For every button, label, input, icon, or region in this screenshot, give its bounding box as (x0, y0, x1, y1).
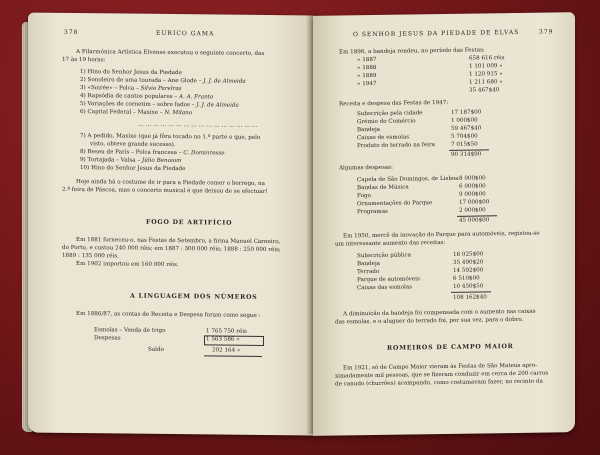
program-item: 1) Hino do Senhor Jesus da Piedade (80, 69, 182, 77)
bandeja-intro: Em 1896, a bandeja rendeu, no período das Festas: (339, 47, 485, 56)
pilgrims-paragraph-2: ximadamente mil pessoas, que se fizeram conduzir em cerca de 200 carros (335, 370, 549, 380)
receipt-label: Caixas de esmolas (357, 134, 410, 142)
expenses-intro: Algumas despesas: (339, 164, 393, 172)
account-label: Despesas (94, 335, 121, 342)
bandeja-year: » 1947 (357, 80, 377, 88)
receipts-1950-total: 108 162$40 (453, 294, 487, 301)
account-label: Esmolas – Venda de trigo (94, 327, 166, 334)
receipt-1950-label: Subscrição pública (357, 252, 411, 260)
receipt-1950-label: Caixas das esmolas (357, 284, 412, 292)
pilgrims-paragraph-3: de canudo (churrões) acampando, como costumavam fazer, no recinto da (335, 378, 543, 388)
receipt-1950-value: 14 592$00 (453, 267, 484, 274)
receipt-1950-value: 6 510$00 (453, 275, 480, 282)
note-seven: 7) A pedido, Maxixe (que já fôra tocado no 1.º parte e que, pelo (80, 133, 261, 141)
balance-rule (204, 355, 262, 357)
numbers-intro: Em 1886/87, as contas de Receita e Despesa foram como segue : (76, 311, 261, 319)
expense-value: 6 000$00 (459, 183, 486, 190)
balance-value: 202 164 » (212, 347, 241, 354)
receipt-1950-label: Terrado (357, 268, 380, 276)
receipt-1950-value: 18 025$00 (453, 251, 484, 258)
expense-value: 2 000$00 (459, 207, 486, 214)
bandeja-year: » 1889 (357, 72, 377, 80)
program-dots: ………………………………………… (138, 121, 260, 129)
custom-paragraph-2: 2.ª feira de Páscoa, mas o concerto musical é que deixou de se efectuar! (62, 186, 268, 196)
bandeja-value: 1 101 009 » (469, 63, 503, 70)
page-number: 379 (539, 28, 554, 36)
left-page (28, 13, 313, 436)
decline-paragraph-2: das esmolas, e o aluguer do terrado foi, por sua vez, para o dobro. (335, 316, 524, 326)
receipt-label: Bandeja (357, 126, 381, 134)
running-head: O SENHOR JESUS DA PIEDADE DE ELVAS (353, 28, 520, 39)
program-item: 6) Capital Federal – Maxixe – N. Milano (80, 109, 193, 117)
fireworks-paragraph-4: Em 1902 importou em 160 000 réis. (76, 261, 179, 269)
concert-intro: A Filarmónica Artística Elvense executou o seguinte concerto, das (76, 49, 265, 57)
receipt-1950-label: Parque de automóveis (357, 276, 420, 284)
account-box (204, 335, 264, 346)
receipt-label: Grémio do Comércio (357, 118, 416, 126)
expense-label: Programas (357, 208, 388, 216)
program-item: 10) Hino do Senhor Jesus da Piedade (80, 165, 186, 173)
right-page (313, 12, 575, 436)
receipts-total: 90 314$90 (451, 151, 482, 158)
bandeja-value: 1 211 680 » (469, 79, 503, 86)
section-heading-fireworks: FOGO DE ARTIFÍCIO (146, 218, 233, 227)
program-item: 2) Sonoleiro de uma tourada – Ane Glode – J. J. de Almeida (80, 77, 246, 85)
receipt-value: 1 000$00 (451, 117, 478, 124)
receipt-1950-value: 10 450$50 (453, 283, 484, 290)
program-item: 9) Tortajada – Valsa – Júlio Benoiom (80, 157, 182, 165)
fireworks-paragraph: Em 1881 forneceu-o, nas Festas de Setembro, a firma Manuel Carneiro, (76, 237, 281, 246)
program-item: 4) Rapsódia de cantos populares – A. A. Franto (80, 93, 214, 101)
expense-label: Ornamentações do Parque (357, 200, 433, 208)
account-value: 1 563 586 » (206, 336, 240, 343)
bandeja-total: 35 467$40 (469, 87, 500, 94)
page-number: 378 (64, 28, 79, 37)
paragraph-1950-2: um interessante aumento das receitas: (335, 239, 446, 248)
bandeja-value: 1 120 915 » (469, 71, 503, 78)
custom-paragraph: Hoje ainda há o costume de ir para a Piedade comer o borrego, na (76, 179, 265, 187)
program-item: 5) Variações de cornetim – sobre fados – J. J. de Almeida (80, 101, 239, 109)
expense-value: 8 000$00 (459, 175, 486, 182)
receipt-value: 7 015$50 (451, 141, 478, 148)
receipt-value: 5 704$00 (451, 133, 478, 140)
program-item: 8) Beseu de Paris – Polca francesa – C. Dominresse (80, 149, 225, 157)
concert-intro-2: 17 às 19 horas: (62, 56, 106, 64)
account-value: 1 765 750 réis (206, 328, 247, 335)
expense-label: Capela de São Domingos, de Lisboa (357, 175, 459, 184)
section-heading-numbers: A LINGUAGEM DOS NÚMEROS (130, 292, 258, 301)
program-item: 3) «Soirée» – Polca – Silvio Parelras (80, 85, 182, 93)
receipts-intro: Receita e despesa das Festas de 1947: (339, 99, 449, 108)
balance-label: Saldo (148, 346, 164, 353)
receipts-1950-rule (451, 291, 491, 293)
pilgrims-paragraph: Em 1921, só de Campo Maior vieram às Festas de São Mateus apro- (343, 362, 537, 372)
expense-label: Bandas de Música (357, 184, 409, 192)
receipt-1950-value: 35 490$20 (453, 259, 484, 266)
expense-value: 17 000$00 (459, 199, 490, 206)
bandeja-value: 658 616 réis (469, 55, 505, 62)
receipt-label: Subscrição pela cidade (357, 110, 423, 118)
note-seven-cont: visto, obteve grande sucesso). (90, 141, 176, 149)
receipt-1950-label: Bandeja (357, 260, 381, 268)
running-head: EURICO GAMA (156, 29, 215, 38)
receipt-value: 17 187$00 (451, 109, 482, 116)
bandeja-year: » 1887 (357, 56, 377, 64)
expenses-total: 45 000$00 (459, 217, 490, 224)
decline-paragraph: A diminuição da bandeja foi compensada com o aumento nas caixas (343, 308, 536, 318)
fireworks-paragraph-2: do Porto, e custou 240 000 réis; em 1887 : 300 000 réis; 1888 : 250 000 réis; (62, 244, 281, 254)
paragraph-1950: Em 1950, mercê da inovação do Parque para automóveis, registou-se (343, 230, 540, 240)
receipt-label: Produto do terrado na feira (357, 142, 435, 150)
expense-value: 9 000$00 (459, 191, 486, 198)
receipt-value: 59 467$40 (451, 125, 482, 132)
open-book (18, 8, 586, 448)
bandeja-year: » 1888 (357, 64, 377, 72)
fireworks-paragraph-3: 1889 : 135 000 réis. (62, 252, 120, 260)
expense-label: Fogo (357, 193, 371, 200)
section-heading-pilgrims: ROMEIROS DE CAMPO MAIOR (387, 343, 514, 352)
